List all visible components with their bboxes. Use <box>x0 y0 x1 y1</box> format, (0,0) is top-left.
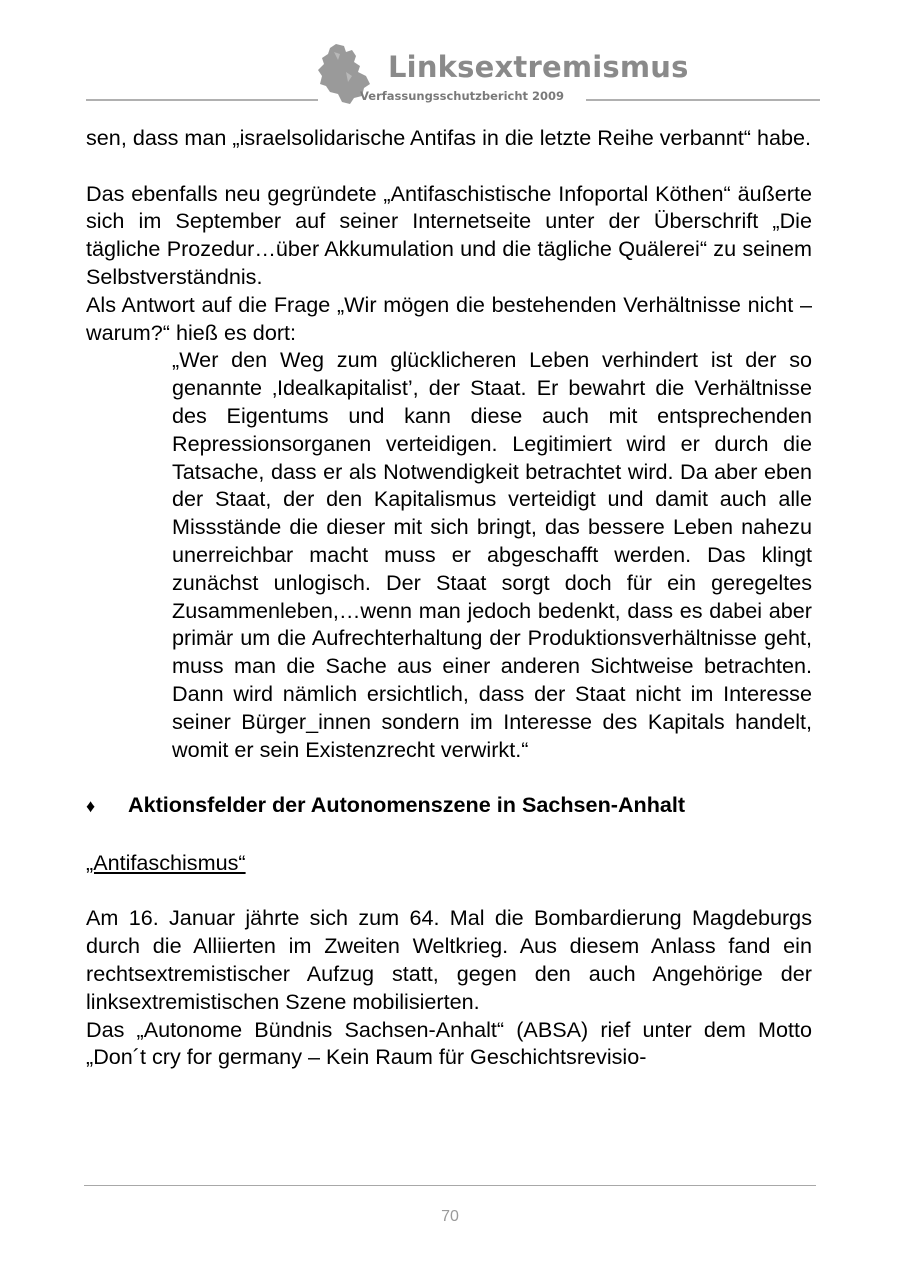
paragraph-infoportal: Das ebenfalls neu gegründete „Antifaschistische Infoportal Köthen“ äußerte sich im September auf seiner Internetseite unter der Überschrift „Die tägliche Prozedur…über Akkumulation und die tägliche Quälerei“ zu seinem Selbstverständnis. <box>86 180 812 289</box>
paragraph-magdeburg: Am 16. Januar jährte sich zum 64. Mal die Bombardierung Magdeburgs durch die Alliierten im Zweiten Weltkrieg. Aus diesem Anlass fand ein rechtsextremistischer Aufzug statt, gegen den auch Angehörige der linksextremistischen Szene mobilisierten. <box>86 905 812 1014</box>
header-subtitle: Verfassungsschutzbericht 2009 <box>360 89 565 103</box>
diamond-bullet-icon: ♦ <box>86 796 96 817</box>
page-body <box>86 124 812 1071</box>
footer-rule <box>84 1185 816 1186</box>
paragraph-gap <box>86 152 812 180</box>
paragraph-gap <box>86 877 812 905</box>
paragraph-absa: Das „Autonome Bündnis Sachsen-Anhalt“ (ABSA) rief unter dem Motto „Don´t cry for germany – Kein Raum für Geschichtsrevisio- <box>86 1016 812 1070</box>
section-heading <box>86 791 812 821</box>
paragraph-continuation: sen, dass man „israelsolidarische Antifas in die letzte Reihe verbannt“ habe. <box>86 125 811 150</box>
header-rule-right <box>586 99 820 101</box>
page-number: 70 <box>441 1208 459 1225</box>
section-heading-text: Aktionsfelder der Autonomenszene in Sachsen-Anhalt <box>128 792 686 818</box>
paragraph-gap <box>86 821 812 849</box>
subheading-antifaschismus: „Antifaschismus“ <box>86 849 246 875</box>
header-title: Linksextremismus <box>388 50 689 84</box>
paragraph-question: Als Antwort auf die Frage „Wir mögen die bestehenden Verhältnisse nicht – warum?“ hieß es dort: <box>86 291 812 345</box>
block-quote: „Wer den Weg zum glücklicheren Leben verhindert ist der so genannte ‚Idealkapitalist’, der Staat. Er bewahrt die Verhältnisse des Eigentums und kann diese auch mit entsprechenden Repressionsorganen verteidigen. Legitimiert wird er durch die Tatsache, dass er als Notwendigkeit betrachtet wird. Da aber eben der Staat, der den Kapitalismus verteidigt und damit auch alle Missstände die dieser mit sich bringt, das bessere Leben nahezu unerreichbar macht muss er abgeschafft werden. Das klingt zunächst unlogisch. Der Staat sorgt doch für ein geregeltes Zusammenleben,…wenn man jedoch bedenkt, dass es dabei aber primär um die Aufrechterhaltung der Produktionsverhältnisse geht, muss man die Sache aus einer anderen Sichtweise betrachten. Dann wird nämlich ersichtlich, dass der Staat nicht im Interesse seiner Bürger_innen sondern im Interesse des Kapitals handelt, womit er sein Existenzrecht verwirkt.“ <box>172 347 812 762</box>
paragraph-gap <box>86 763 812 791</box>
page-header <box>0 0 900 110</box>
header-rule-left <box>86 99 318 101</box>
